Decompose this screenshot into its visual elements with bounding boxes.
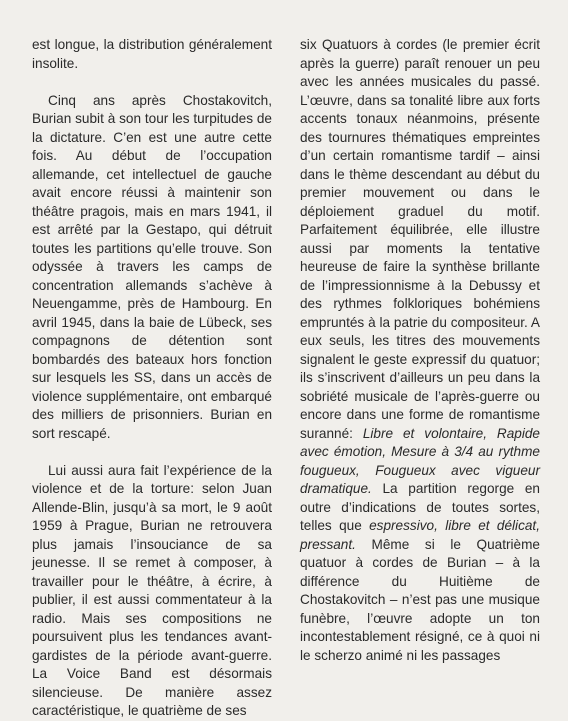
performance-terms: espressivo, libre et délicat, pressant. <box>300 518 540 552</box>
paragraph: Cinq ans après Chostakovitch, Burian subit à son tour les turpitudes de la dictature. C’en est une autre cette fois. Au début de l’occupation allemande, cet intellectuel de gauche avait encore réussi à maintenir son théâtre pragois, mais en mars 1941, il est arrêté par la Gestapo, qui détruit toutes les partitions qu’elle trouve. Son odyssée à travers les camps de concentration allemands s’achève à Neuengamme, près de Hambourg. En avril 1945, dans la baie de Lübeck, ses compagnons de détention sont bombardés des bateaux hors fonction sur lesquels les SS, dans un accès de violence supplémentaire, ont embarqué des milliers de prisonniers. Burian en sort rescapé. <box>32 92 272 441</box>
paragraph-text: La partition regorge en outre d’indications de toutes sortes, telles que <box>300 481 540 533</box>
movement-titles: Libre et volontaire, Rapide avec émotion, Mesure à 3/4 au rythme fougueux, Fougueux avec vigueur dramatique. <box>300 425 540 496</box>
right-column <box>300 36 540 665</box>
paragraph <box>300 36 540 665</box>
paragraph-text: Même si le Quatrième quatuor à cordes de Burian – à la différence du Huitième de Chostakovitch – n’est pas une musique funèbre, l’œuvre adopte un ton incontestablement résigné, ce à quoi ni le scherzo animé ni les passages <box>300 536 540 663</box>
paragraph: Lui aussi aura fait l’expérience de la violence et de la torture: selon Juan Allende-Blin, jusqu’à sa mort, le 9 août 1959 à Prague, Burian ne retrouvera plus jamais l’insouciance de sa jeunesse. Il se remet à composer, à travailler pour le théâtre, à écrire, à publier, il est aussi commentateur à la radio. Mais ses compositions ne poursuivent plus les tendances avant-gardistes de la période avant-guerre. La Voice Band est désormais silencieuse. De manière assez caractéristique, le quatrième de ses <box>32 462 272 718</box>
paragraph-text: six Quatuors à cordes (le premier écrit après la guerre) paraît renouer un peu avec les années musicales du passé. L’œuvre, dans sa tonalité libre aux forts accents tonaux néanmoins, présente des tournures thématiques empreintes d’un certain romantisme tardif – ainsi dans le thème descendant au début du premier mouvement ou dans le déploiement graduel du motif. Parfaitement équilibrée, elle illustre aussi par moments la tentative heureuse de faire la synthèse brillante de l’impressionnisme à la Debussy et des rythmes folkloriques bohémiens empruntés à la patrie du compositeur. A eux seuls, les titres des mouvements signalent le geste expressif du quatuor; ils s’inscrivent d’ailleurs un peu dans la sobriété musicale de l’après-guerre ou encore dans une forme de romantisme suranné: <box>300 37 540 441</box>
left-column <box>32 36 272 721</box>
paragraph: est longue, la distribution généralement insolite. <box>32 37 272 71</box>
